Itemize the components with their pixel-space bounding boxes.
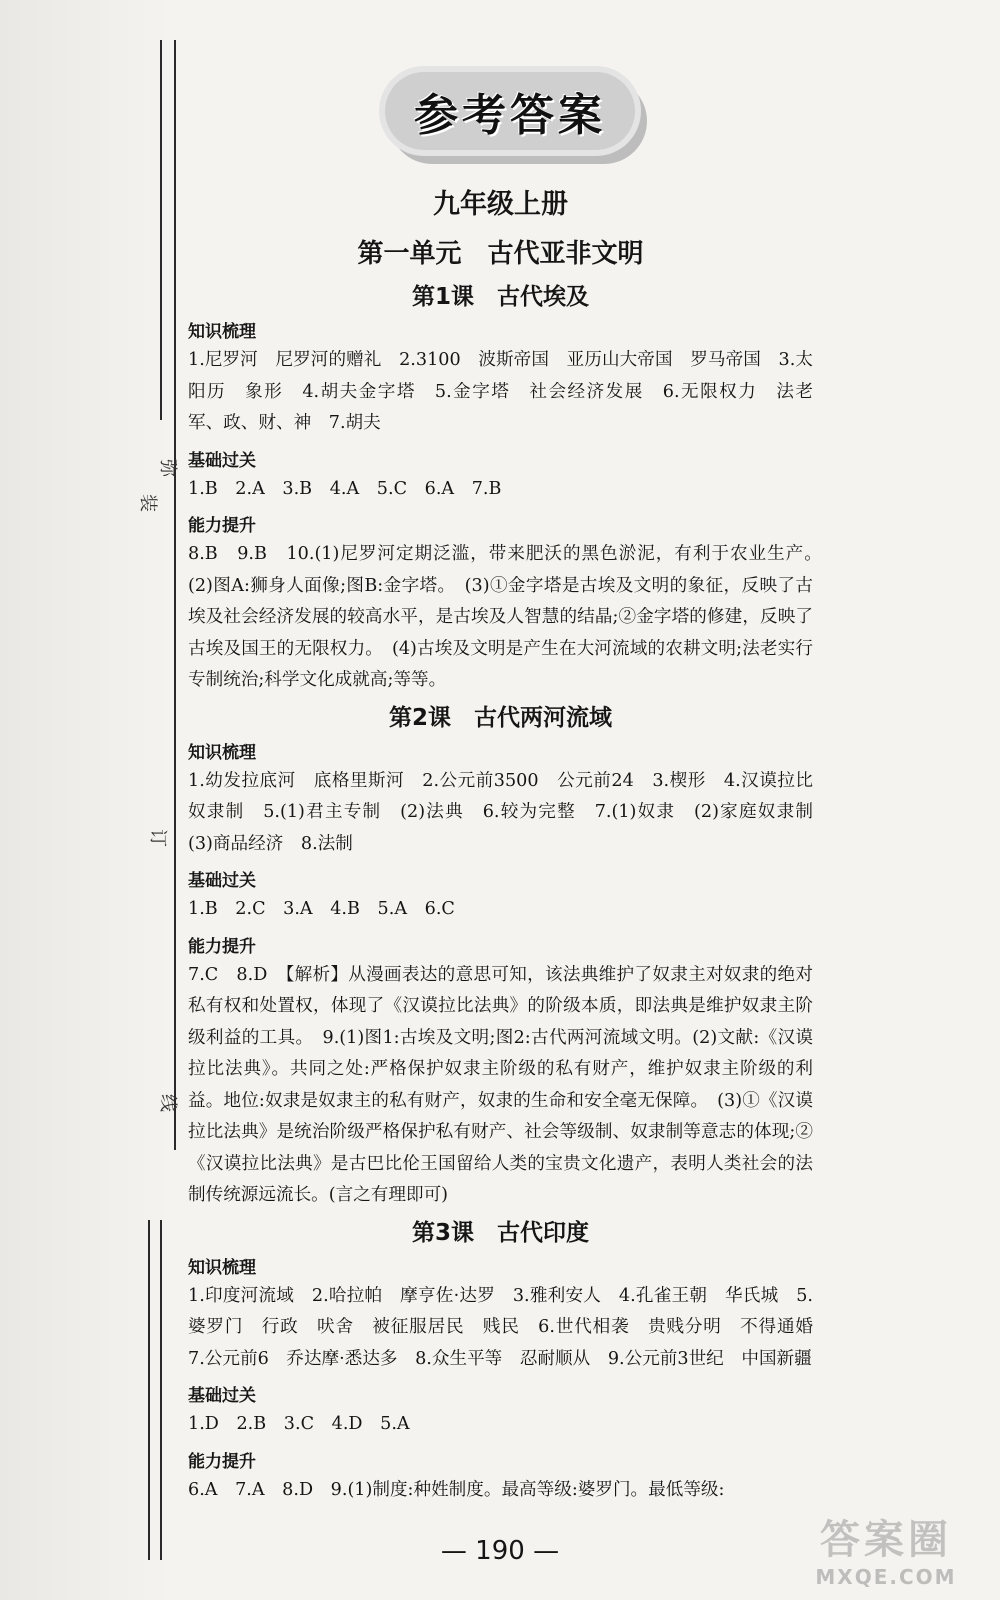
binding-mark: 弥 [157, 459, 178, 477]
banner-title: 参考答案 [414, 90, 606, 141]
answer-text: 1.幼发拉底河 底格里斯河 2.公元前3500 公元前24 3.楔形 4.汉谟拉比 奴隶制 5.(1)君主专制 (2)法典 6.较为完整 7.(1)奴隶 (2)家庭奴隶制 (3)商品经济 8.法制 [188, 770, 831, 854]
section-label: 基础过关 [188, 1386, 256, 1406]
watermark-url: MXQE.COM [815, 1565, 957, 1589]
binding-margin [0, 0, 170, 1600]
section-label: 知识梳理 [188, 1257, 256, 1278]
grade-heading: 九年级上册 [433, 189, 568, 220]
answer-text: 7.C 8.D 【解析】从漫画表达的意思可知，该法典维护了奴隶主对奴隶的绝对私有权和处置权，体现了《汉谟拉比法典》的阶级本质，即法典是维护奴隶主阶级利益的工具。 9.(1)图1:古埃及文明;图2:古代两河流域文明。(2)文献:《汉谟拉比法典》。共同之处:严格保护奴隶主阶级的私有财产，维护奴隶主阶级的利益。地位:奴隶是奴隶主的私有财产，奴隶的生命和安全毫无保障。 (3)①《汉谟拉比法典》是统治阶级严格保护私有财产、社会等级制、奴隶制等意志的体现;②《汉谟拉比法典》是古巴比伦王国留给人类的宝贵文化遗产，表明人类社会的法制传统源远流长。(言之有理即可) [188, 964, 813, 1205]
section-label: 知识梳理 [188, 742, 256, 763]
answer-text: 6.A 7.A 8.D 9.(1)制度:种姓制度。最高等级:婆罗门。最低等级: [188, 1479, 725, 1500]
answer-key-banner [385, 72, 635, 150]
binding-line [160, 1220, 162, 1560]
section-label: 能力提升 [188, 516, 256, 536]
lesson-1 [188, 278, 831, 697]
answer-text: 1.B 2.C 3.A 4.B 5.A 6.C [188, 899, 455, 919]
binding-line [160, 40, 162, 420]
section-label: 知识梳理 [188, 322, 256, 342]
section-label: 能力提升 [188, 1451, 256, 1472]
watermark-logo: 答案圈 [820, 1517, 952, 1563]
answer-text: 1.D 2.B 3.C 4.D 5.A [188, 1414, 410, 1434]
binding-mark: 订 [147, 829, 168, 847]
lesson-title: 第1课 古代埃及 [411, 284, 589, 310]
lesson-title: 第2课 古代两河流域 [388, 704, 612, 731]
answer-text: 1.B 2.A 3.B 4.A 5.C 6.A 7.B [188, 478, 502, 499]
lesson-title: 第3课 古代印度 [411, 1219, 589, 1246]
answer-text: 1.印度河流域 2.哈拉帕 摩亨佐·达罗 3.雅利安人 4.孔雀王朝 华氏城 5.婆罗门 行政 吠舍 被征服居民 贱民 6.世代相袭 贵贱分明 不得通婚 7.公元前6 乔达摩·悉达多 8.众生平等 忍耐顺从 9.公元前3世纪 中国新疆 [188, 1285, 831, 1369]
section-label: 基础过关 [188, 871, 256, 891]
unit-heading: 第一单元 古代亚非文明 [357, 239, 644, 269]
lesson-2 [188, 699, 831, 1212]
answer-text: 1.尼罗河 尼罗河的赠礼 2.3100 波斯帝国 亚历山大帝国 罗马帝国 3.太阳历 象形 4.胡夫金字塔 5.金字塔 社会经济发展 6.无限权力 法老 军、政、财、神 7.胡夫 [188, 350, 831, 433]
binding-mark: 装 [137, 494, 158, 512]
lesson-3 [188, 1214, 831, 1507]
binding-line [174, 40, 176, 1150]
section-label: 基础过关 [188, 450, 256, 471]
section-label: 能力提升 [188, 936, 256, 957]
binding-line [148, 1220, 150, 1560]
answer-content [188, 182, 831, 1506]
site-watermark [786, 1508, 986, 1588]
page-number: — 190 — [440, 1536, 560, 1566]
binding-mark: 线 [157, 1094, 178, 1112]
answer-text: 8.B 9.B 10.(1)尼罗河定期泛滥，带来肥沃的黑色淤泥，有利于农业生产。 (2)图A:狮身人面像;图B:金字塔。 (3)①金字塔是古埃及文明的象征，反映了古埃及社会经济发展的较高水平，是古埃及人智慧的结晶;②金字塔的修建，反映了古埃及国王的无限权力。 (4)古埃及文明是产生在大河流域的农耕文明;法老实行专制统治;科学文化成就高;等等。 [188, 544, 831, 690]
